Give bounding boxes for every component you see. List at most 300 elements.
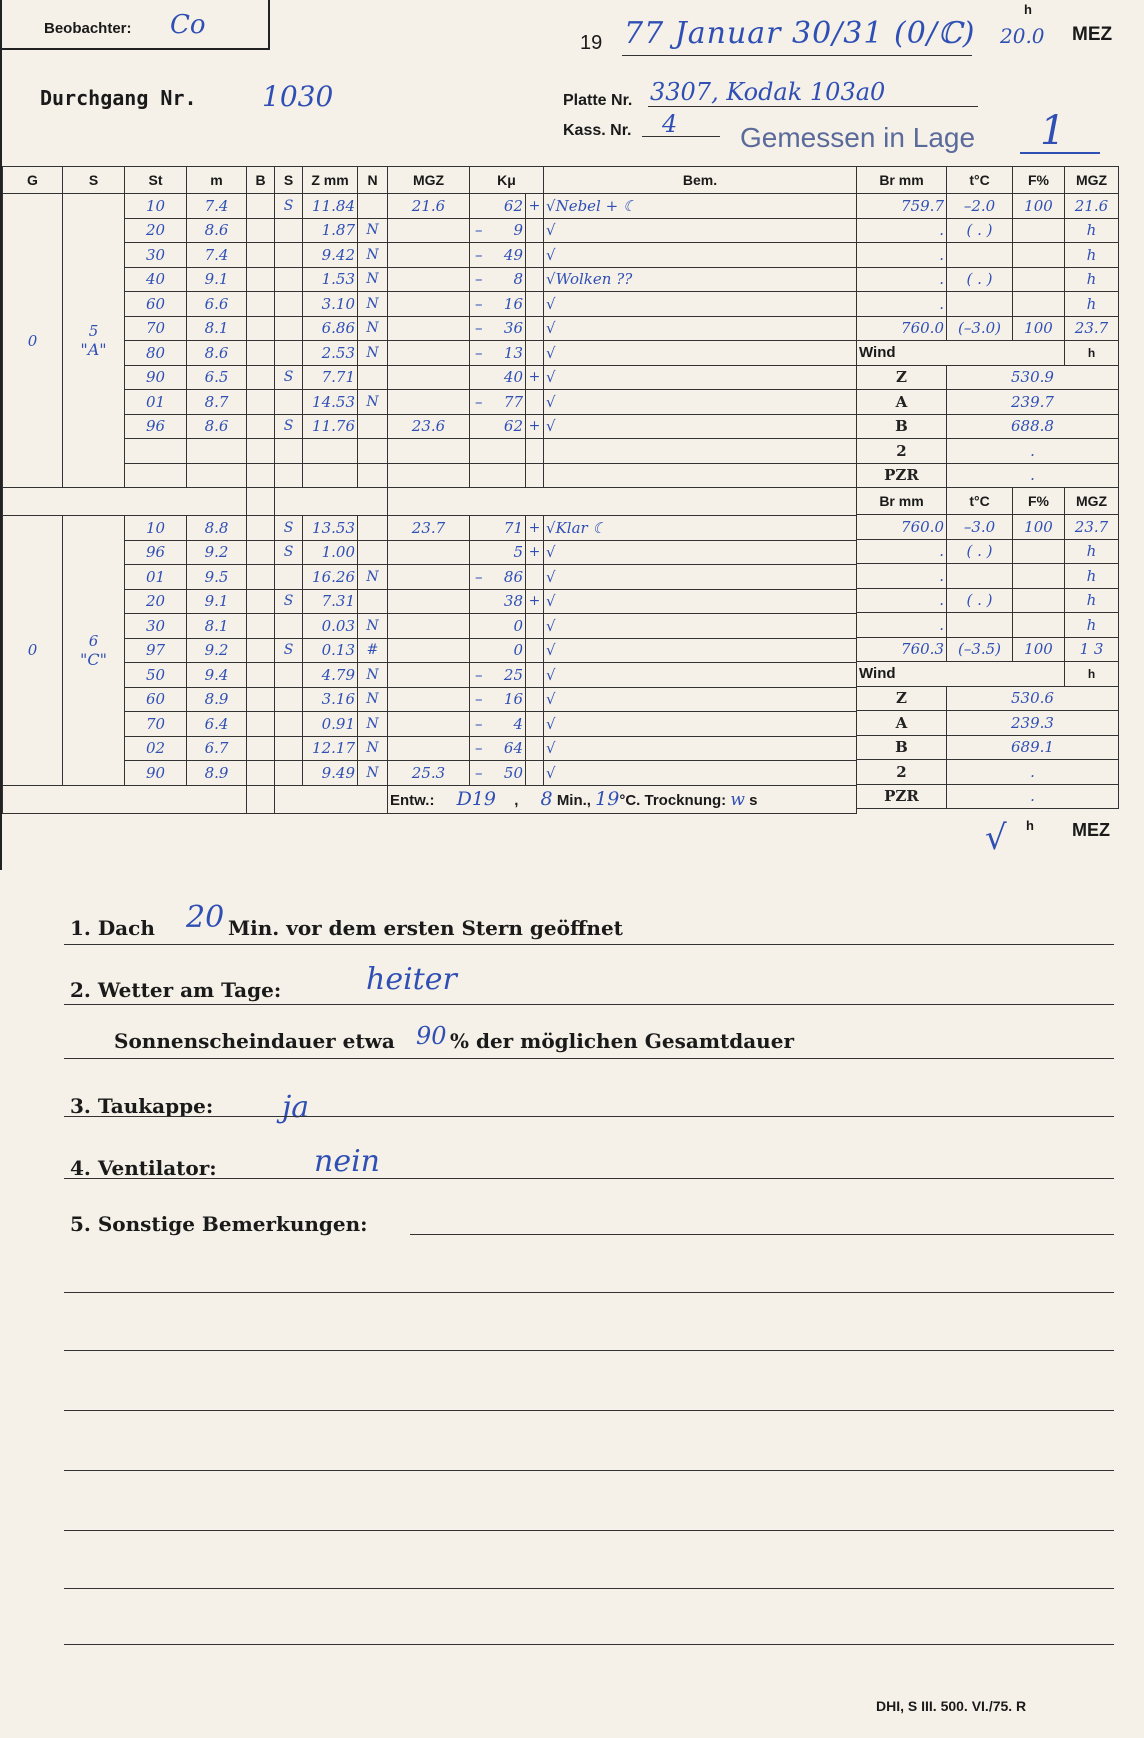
coord-label: PZR bbox=[857, 463, 947, 488]
k-pm-cell: + bbox=[526, 589, 544, 614]
meteo-row bbox=[857, 267, 1119, 292]
b-cell bbox=[247, 218, 275, 243]
table-row bbox=[3, 194, 857, 219]
meteo-col-header: MGZ bbox=[1065, 488, 1119, 515]
item3-label: 3. Taukappe: bbox=[70, 1094, 214, 1118]
k-pm-cell bbox=[526, 687, 544, 712]
mgz-cell bbox=[388, 292, 470, 317]
f-cell: 100 bbox=[1013, 637, 1065, 662]
observer-label: Beobachter: bbox=[44, 20, 132, 37]
st-cell: 70 bbox=[125, 316, 187, 341]
k-value-cell: 13 bbox=[488, 341, 526, 366]
meteo-header-row bbox=[857, 167, 1119, 194]
k-pm-cell bbox=[526, 712, 544, 737]
meteo-col-header: F% bbox=[1013, 167, 1065, 194]
n-cell: N bbox=[358, 687, 388, 712]
m-cell: 8.6 bbox=[187, 218, 247, 243]
form-line-12 bbox=[64, 1588, 1114, 1589]
s-cell bbox=[275, 687, 303, 712]
st-cell: 97 bbox=[125, 638, 187, 663]
k-sign-cell: – bbox=[470, 218, 488, 243]
k-sign-cell bbox=[470, 439, 488, 464]
z-cell: 7.71 bbox=[303, 365, 358, 390]
k-pm-cell bbox=[526, 390, 544, 415]
s-cell bbox=[275, 712, 303, 737]
m-cell: 8.7 bbox=[187, 390, 247, 415]
m-cell: 8.9 bbox=[187, 761, 247, 786]
lage-stamp-label: Gemessen in Lage bbox=[740, 122, 976, 153]
form-line-4 bbox=[64, 1116, 1114, 1117]
bem-cell: √ bbox=[544, 292, 857, 317]
k-sign-cell bbox=[470, 540, 488, 565]
side-mgz-cell: h bbox=[1065, 613, 1119, 638]
entw-label: Entw.: bbox=[390, 792, 435, 809]
s-cell bbox=[275, 614, 303, 639]
mgz-cell: 23.6 bbox=[388, 414, 470, 439]
mgz-cell bbox=[388, 390, 470, 415]
m-cell bbox=[187, 439, 247, 464]
st-cell: 96 bbox=[125, 414, 187, 439]
k-sign-cell: – bbox=[470, 267, 488, 292]
st-cell: 60 bbox=[125, 687, 187, 712]
m-cell: 6.4 bbox=[187, 712, 247, 737]
m-cell: 8.1 bbox=[187, 614, 247, 639]
coord-value: . bbox=[947, 463, 1119, 488]
item2-label: 2. Wetter am Tage: bbox=[70, 978, 282, 1002]
m-cell: 8.9 bbox=[187, 687, 247, 712]
t-cell: (–3.0) bbox=[947, 316, 1013, 341]
group-s-value: 5 bbox=[88, 322, 99, 340]
k-sign-cell: – bbox=[470, 712, 488, 737]
k-pm-cell bbox=[526, 638, 544, 663]
m-cell: 8.6 bbox=[187, 341, 247, 366]
item2-value: heiter bbox=[366, 962, 457, 997]
mgz-cell bbox=[388, 463, 470, 488]
b-cell bbox=[247, 243, 275, 268]
f-cell bbox=[1013, 539, 1065, 564]
meteo-col-header: MGZ bbox=[1065, 167, 1119, 194]
item3-value: ja bbox=[282, 1090, 310, 1125]
k-sign-cell bbox=[470, 614, 488, 639]
n-cell: N bbox=[358, 712, 388, 737]
coord-row bbox=[857, 711, 1119, 736]
m-cell: 8.8 bbox=[187, 516, 247, 541]
z-cell: 9.42 bbox=[303, 243, 358, 268]
b-cell bbox=[247, 687, 275, 712]
b-cell bbox=[247, 390, 275, 415]
k-sign-cell bbox=[470, 638, 488, 663]
platte-underline bbox=[648, 106, 978, 107]
side-mgz-cell: 23.7 bbox=[1065, 316, 1119, 341]
kass-underline bbox=[642, 136, 720, 137]
t-cell: –2.0 bbox=[947, 194, 1013, 219]
m-cell: 6.6 bbox=[187, 292, 247, 317]
z-cell: 1.53 bbox=[303, 267, 358, 292]
side-mgz-cell: h bbox=[1065, 564, 1119, 589]
k-sign-cell: – bbox=[470, 316, 488, 341]
t-cell: ( . ) bbox=[947, 267, 1013, 292]
form-line-3 bbox=[64, 1058, 1114, 1059]
br-cell: . bbox=[857, 588, 947, 613]
group-g-cell: 0 bbox=[3, 194, 63, 488]
durchgang-label: Durchgang Nr. bbox=[40, 86, 197, 110]
meteo-row bbox=[857, 613, 1119, 638]
coord-row bbox=[857, 439, 1119, 464]
group-s-cell bbox=[63, 194, 125, 488]
side-mgz-cell: h bbox=[1065, 218, 1119, 243]
bem-cell: √ bbox=[544, 565, 857, 590]
lage-value: 1 bbox=[1040, 108, 1066, 154]
b-cell bbox=[247, 712, 275, 737]
kass-label: Kass. Nr. bbox=[563, 122, 632, 139]
col-header-mgz: MGZ bbox=[388, 167, 470, 194]
k-sign-cell: – bbox=[470, 565, 488, 590]
col-header-g: G bbox=[3, 167, 63, 194]
table-row bbox=[3, 463, 857, 488]
k-pm-cell bbox=[526, 614, 544, 639]
k-value-cell: 49 bbox=[488, 243, 526, 268]
mgz-cell bbox=[388, 341, 470, 366]
n-cell: N bbox=[358, 243, 388, 268]
k-value-cell: 38 bbox=[488, 589, 526, 614]
k-pm-cell bbox=[526, 761, 544, 786]
bem-cell: √ bbox=[544, 589, 857, 614]
table-row bbox=[3, 687, 857, 712]
t-cell: –3.0 bbox=[947, 515, 1013, 540]
item5-label: 5. Sonstige Bemerkungen: bbox=[70, 1212, 368, 1236]
mgz-cell bbox=[388, 663, 470, 688]
br-cell: 759.7 bbox=[857, 194, 947, 219]
f-cell bbox=[1013, 292, 1065, 317]
coord-row bbox=[857, 414, 1119, 439]
coord-value: . bbox=[947, 439, 1119, 464]
s-cell bbox=[275, 439, 303, 464]
meteo-row bbox=[857, 539, 1119, 564]
sun-post: % der möglichen Gesamtdauer bbox=[450, 1029, 794, 1053]
f-cell bbox=[1013, 588, 1065, 613]
col-header-b: B bbox=[247, 167, 275, 194]
m-cell: 8.6 bbox=[187, 414, 247, 439]
b-cell bbox=[247, 663, 275, 688]
table-header-row bbox=[3, 167, 857, 194]
item4-value: nein bbox=[314, 1144, 380, 1179]
n-cell: N bbox=[358, 341, 388, 366]
side-mgz-cell: h bbox=[1065, 267, 1119, 292]
meteo-row bbox=[857, 194, 1119, 219]
mgz-cell bbox=[388, 589, 470, 614]
col-header-st: St bbox=[125, 167, 187, 194]
z-cell: 0.03 bbox=[303, 614, 358, 639]
col-header-kmu: Kμ bbox=[470, 167, 544, 194]
b-cell bbox=[247, 439, 275, 464]
z-cell: 9.49 bbox=[303, 761, 358, 786]
mgz-cell bbox=[388, 736, 470, 761]
platte-value: 3307, Kodak 103a0 bbox=[650, 78, 886, 106]
k-sign-cell: – bbox=[470, 761, 488, 786]
coord-label: B bbox=[857, 414, 947, 439]
k-sign-cell: – bbox=[470, 341, 488, 366]
t-cell: ( . ) bbox=[947, 218, 1013, 243]
mgz-cell bbox=[388, 712, 470, 737]
form-line-10 bbox=[64, 1470, 1114, 1471]
col-header-m: m bbox=[187, 167, 247, 194]
table-row bbox=[3, 712, 857, 737]
s-cell bbox=[275, 663, 303, 688]
br-cell: . bbox=[857, 539, 947, 564]
meteo-row bbox=[857, 316, 1119, 341]
bem-cell: √ bbox=[544, 712, 857, 737]
side-mgz-cell: h bbox=[1065, 539, 1119, 564]
platte-label: Platte Nr. bbox=[563, 92, 633, 109]
k-value-cell: 71 bbox=[488, 516, 526, 541]
s-cell bbox=[275, 316, 303, 341]
b-cell bbox=[247, 614, 275, 639]
meteo-row bbox=[857, 637, 1119, 662]
group-s-cell bbox=[63, 516, 125, 786]
k-value-cell: 8 bbox=[488, 267, 526, 292]
z-cell bbox=[303, 463, 358, 488]
b-cell bbox=[247, 414, 275, 439]
meteo-col-header: t°C bbox=[947, 167, 1013, 194]
st-cell: 02 bbox=[125, 736, 187, 761]
br-cell: . bbox=[857, 243, 947, 268]
meteo-row bbox=[857, 243, 1119, 268]
coord-value: 239.7 bbox=[947, 390, 1119, 415]
time-value: 20.0 bbox=[1000, 24, 1045, 48]
form-line-11 bbox=[64, 1530, 1114, 1531]
mgz-cell bbox=[388, 638, 470, 663]
k-pm-cell bbox=[526, 218, 544, 243]
wind-label: Wind bbox=[857, 341, 1065, 366]
f-cell: 100 bbox=[1013, 194, 1065, 219]
wind-row bbox=[857, 662, 1119, 687]
k-pm-cell bbox=[526, 663, 544, 688]
table-row bbox=[3, 414, 857, 439]
coord-label: A bbox=[857, 711, 947, 736]
item1-value: 20 bbox=[186, 900, 225, 935]
t-cell bbox=[947, 564, 1013, 589]
n-cell: N bbox=[358, 218, 388, 243]
k-pm-cell bbox=[526, 736, 544, 761]
n-cell: N bbox=[358, 761, 388, 786]
n-cell: N bbox=[358, 614, 388, 639]
b-cell bbox=[247, 341, 275, 366]
wind-label: Wind bbox=[857, 662, 1065, 687]
form-line-5 bbox=[64, 1178, 1114, 1179]
k-value-cell: 0 bbox=[488, 638, 526, 663]
f-cell: 100 bbox=[1013, 316, 1065, 341]
z-cell bbox=[303, 439, 358, 464]
k-sign-cell: – bbox=[470, 663, 488, 688]
mgz-cell bbox=[388, 614, 470, 639]
s-cell bbox=[275, 736, 303, 761]
st-cell: 30 bbox=[125, 614, 187, 639]
coord-row bbox=[857, 463, 1119, 488]
entw-trock-value: w bbox=[730, 790, 745, 810]
m-cell: 9.2 bbox=[187, 638, 247, 663]
check-icon: √ bbox=[985, 818, 1007, 858]
table-row bbox=[3, 540, 857, 565]
k-value-cell: 77 bbox=[488, 390, 526, 415]
mgz-cell bbox=[388, 316, 470, 341]
meteo-col-header: F% bbox=[1013, 488, 1065, 515]
table-row bbox=[3, 243, 857, 268]
z-cell: 11.84 bbox=[303, 194, 358, 219]
st-cell: 80 bbox=[125, 341, 187, 366]
wind-hour-mark: h bbox=[1065, 341, 1119, 366]
table-row bbox=[3, 516, 857, 541]
b-cell bbox=[247, 565, 275, 590]
k-sign-cell bbox=[470, 463, 488, 488]
mgz-cell bbox=[388, 267, 470, 292]
t-cell: ( . ) bbox=[947, 588, 1013, 613]
date-value: 77 Januar 30/31 (0/ℂ) bbox=[624, 16, 976, 51]
m-cell: 9.1 bbox=[187, 589, 247, 614]
st-cell: 60 bbox=[125, 292, 187, 317]
n-cell: N bbox=[358, 663, 388, 688]
f-cell bbox=[1013, 267, 1065, 292]
f-cell bbox=[1013, 218, 1065, 243]
mgz-cell bbox=[388, 439, 470, 464]
table-row bbox=[3, 267, 857, 292]
coord-row bbox=[857, 735, 1119, 760]
s-cell bbox=[275, 341, 303, 366]
b-cell bbox=[247, 589, 275, 614]
bem-cell: √ bbox=[544, 341, 857, 366]
form-line-13 bbox=[64, 1644, 1114, 1645]
k-pm-cell: + bbox=[526, 414, 544, 439]
coord-row bbox=[857, 390, 1119, 415]
entw-body bbox=[3, 785, 857, 813]
s-cell: S bbox=[275, 540, 303, 565]
m-cell: 7.4 bbox=[187, 194, 247, 219]
meteo-header-row bbox=[857, 488, 1119, 515]
mgz-cell: 23.7 bbox=[388, 516, 470, 541]
separator-body bbox=[3, 488, 857, 516]
table-row bbox=[3, 292, 857, 317]
form-line-8 bbox=[64, 1350, 1114, 1351]
bem-cell: √ bbox=[544, 414, 857, 439]
s-cell bbox=[275, 218, 303, 243]
b-cell bbox=[247, 761, 275, 786]
z-cell: 12.17 bbox=[303, 736, 358, 761]
b-cell bbox=[247, 736, 275, 761]
table-row bbox=[3, 736, 857, 761]
bem-cell: √ bbox=[544, 316, 857, 341]
side-mgz-cell: 21.6 bbox=[1065, 194, 1119, 219]
entw-temp-label: °C. Trocknung: bbox=[619, 792, 727, 809]
table-row bbox=[3, 589, 857, 614]
br-cell: . bbox=[857, 613, 947, 638]
table-row bbox=[3, 365, 857, 390]
mgz-cell bbox=[388, 218, 470, 243]
k-value-cell: 16 bbox=[488, 292, 526, 317]
n-cell bbox=[358, 540, 388, 565]
z-cell: 4.79 bbox=[303, 663, 358, 688]
m-cell bbox=[187, 463, 247, 488]
kass-value: 4 bbox=[662, 110, 678, 138]
z-cell: 14.53 bbox=[303, 390, 358, 415]
st-cell: 01 bbox=[125, 390, 187, 415]
s-cell bbox=[275, 463, 303, 488]
mgz-cell bbox=[388, 540, 470, 565]
st-cell: 90 bbox=[125, 761, 187, 786]
coord-row bbox=[857, 760, 1119, 785]
n-cell bbox=[358, 463, 388, 488]
coord-label: A bbox=[857, 390, 947, 415]
date-underline bbox=[622, 55, 972, 56]
item1-post: Min. vor dem ersten Stern geöffnet bbox=[228, 916, 623, 940]
b-cell bbox=[247, 463, 275, 488]
bem-cell: √ bbox=[544, 218, 857, 243]
coord-row bbox=[857, 686, 1119, 711]
n-cell bbox=[358, 194, 388, 219]
coord-value: . bbox=[947, 784, 1119, 809]
b-cell bbox=[247, 316, 275, 341]
meteo-col-header: t°C bbox=[947, 488, 1013, 515]
meteo-row bbox=[857, 292, 1119, 317]
b-cell bbox=[247, 540, 275, 565]
k-pm-cell: + bbox=[526, 516, 544, 541]
coord-label: B bbox=[857, 735, 947, 760]
col-header-bem: Bem. bbox=[544, 167, 857, 194]
k-value-cell: 86 bbox=[488, 565, 526, 590]
bem-cell: √Klar ☾ bbox=[544, 516, 857, 541]
s-cell bbox=[275, 761, 303, 786]
table-row bbox=[3, 218, 857, 243]
year-prefix: 19 bbox=[580, 32, 603, 54]
col-header-n: N bbox=[358, 167, 388, 194]
m-cell: 6.5 bbox=[187, 365, 247, 390]
s-cell: S bbox=[275, 365, 303, 390]
n-cell bbox=[358, 589, 388, 614]
coord-value: 688.8 bbox=[947, 414, 1119, 439]
st-cell: 01 bbox=[125, 565, 187, 590]
b-cell bbox=[247, 194, 275, 219]
mgz-cell: 25.3 bbox=[388, 761, 470, 786]
s-cell: S bbox=[275, 589, 303, 614]
k-pm-cell bbox=[526, 267, 544, 292]
durchgang-value: 1030 bbox=[262, 80, 334, 113]
separator-row bbox=[3, 488, 857, 516]
k-value-cell: 62 bbox=[488, 414, 526, 439]
f-cell: 100 bbox=[1013, 515, 1065, 540]
n-cell: N bbox=[358, 267, 388, 292]
k-sign-cell bbox=[470, 589, 488, 614]
k-value-cell bbox=[488, 439, 526, 464]
st-cell: 96 bbox=[125, 540, 187, 565]
k-pm-cell bbox=[526, 316, 544, 341]
meteo-row bbox=[857, 564, 1119, 589]
group-s-sub: "A" bbox=[80, 340, 107, 359]
br-cell: 760.3 bbox=[857, 637, 947, 662]
m-cell: 8.1 bbox=[187, 316, 247, 341]
n-cell: N bbox=[358, 390, 388, 415]
f-cell bbox=[1013, 613, 1065, 638]
col-header-zmm: Z mm bbox=[303, 167, 358, 194]
observation-table bbox=[2, 166, 857, 814]
bem-cell: √ bbox=[544, 540, 857, 565]
br-cell: . bbox=[857, 292, 947, 317]
k-pm-cell: + bbox=[526, 365, 544, 390]
b-cell bbox=[247, 292, 275, 317]
lage-underline bbox=[1020, 152, 1100, 154]
coord-value: 689.1 bbox=[947, 735, 1119, 760]
z-cell: 2.53 bbox=[303, 341, 358, 366]
bem-cell: √ bbox=[544, 614, 857, 639]
k-sign-cell bbox=[470, 365, 488, 390]
bem-cell bbox=[544, 439, 857, 464]
